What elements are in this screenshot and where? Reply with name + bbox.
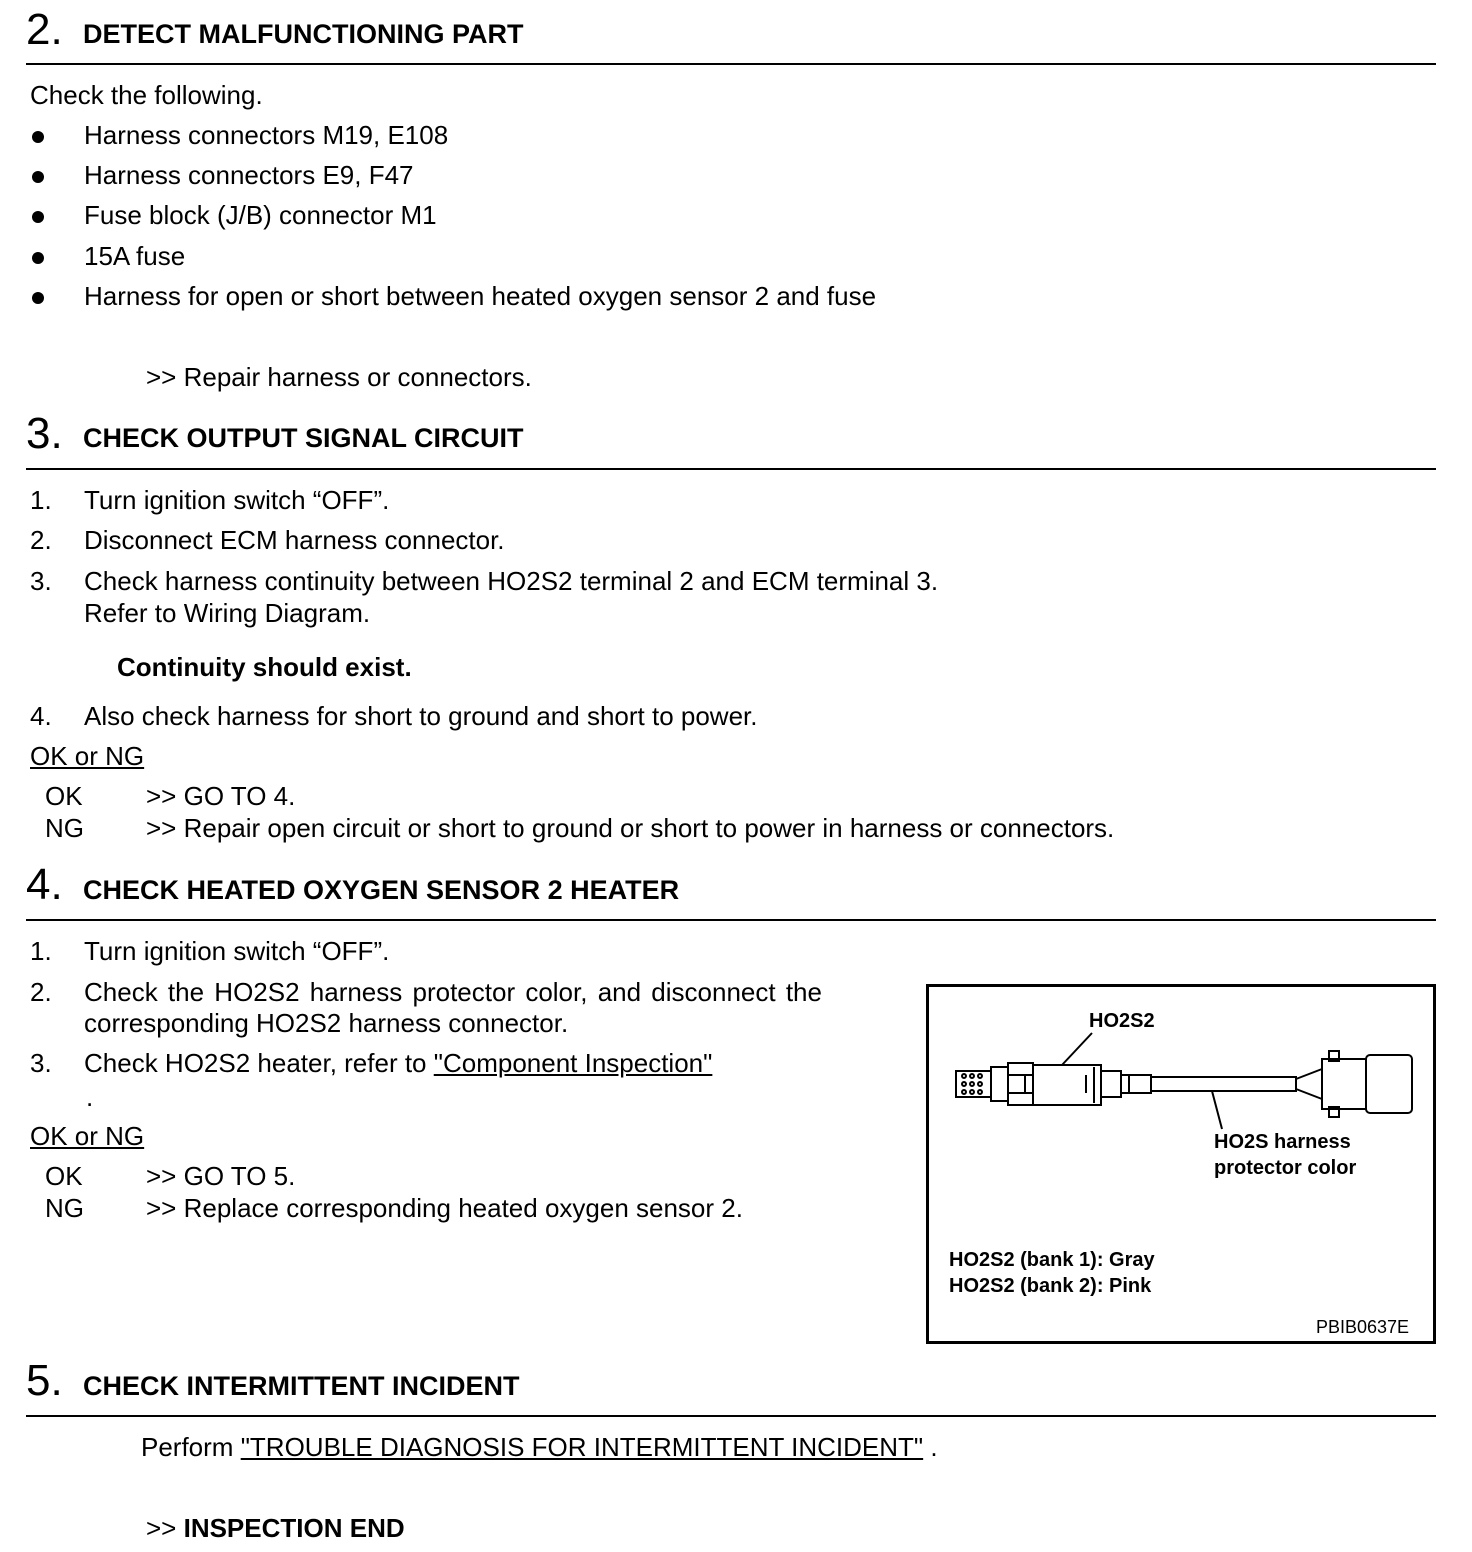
- item-number: 2.: [30, 525, 52, 555]
- bullet-icon: [32, 252, 44, 264]
- list-item: Check harness continuity between HO2S2 terminal 2 and ECM terminal 3.: [84, 566, 939, 596]
- list-item: Turn ignition switch “OFF”.: [84, 936, 390, 966]
- ok-result: >> GO TO 5.: [146, 1161, 296, 1191]
- list-item: [84, 1048, 712, 1078]
- ng-result: >> Repair open circuit or short to ground or short to power in harness or connectors.: [146, 813, 1115, 843]
- step-number: 3.: [26, 409, 63, 458]
- result-text: >> Repair harness or connectors.: [146, 362, 532, 392]
- step-number: 5.: [26, 1356, 63, 1405]
- inspection-end: [146, 1513, 405, 1543]
- ok-ng-heading: OK or NG: [30, 1121, 145, 1151]
- inspection-end-label: INSPECTION END: [183, 1513, 405, 1543]
- intermittent-incident-link[interactable]: "TROUBLE DIAGNOSIS FOR INTERMITTENT INCIDENT": [240, 1432, 924, 1462]
- ng-label: NG: [45, 1193, 84, 1223]
- step-title: CHECK OUTPUT SIGNAL CIRCUIT: [83, 423, 524, 453]
- period: .: [923, 1432, 938, 1462]
- step-number: 2.: [26, 5, 63, 54]
- item-number: 4.: [30, 701, 52, 731]
- figure-code: PBIB0637E: [1316, 1317, 1410, 1337]
- bullet-icon: [32, 171, 44, 183]
- list-item: Turn ignition switch “OFF”.: [84, 485, 390, 515]
- divider: [26, 468, 1436, 470]
- ng-result: >> Replace corresponding heated oxygen sensor 2.: [146, 1193, 743, 1223]
- item-number: 1.: [30, 485, 52, 515]
- harness-label: HO2S harness: [1214, 1131, 1351, 1153]
- list-item: Fuse block (J/B) connector M1: [84, 200, 437, 230]
- list-item: Harness connectors M19, E108: [84, 120, 449, 150]
- list-item: 15A fuse: [84, 241, 186, 271]
- bullet-icon: [32, 131, 44, 143]
- list-item-text: Check HO2S2 heater, refer to: [84, 1048, 434, 1078]
- sensor-label: HO2S2: [1089, 1010, 1155, 1032]
- ok-label: OK: [45, 1161, 83, 1191]
- divider: [26, 1415, 1436, 1417]
- result-prefix: >>: [146, 1513, 184, 1543]
- perform-text: [141, 1432, 938, 1462]
- step-title: DETECT MALFUNCTIONING PART: [83, 19, 524, 49]
- sensor-figure: [926, 984, 1436, 1344]
- ok-result: >> GO TO 4.: [146, 781, 296, 811]
- item-number: 2.: [30, 977, 52, 1007]
- divider: [26, 919, 1436, 921]
- component-inspection-link[interactable]: "Component Inspection": [433, 1048, 713, 1078]
- bank2-color: HO2S2 (bank 2): Pink: [949, 1275, 1152, 1297]
- list-item-continuation: .: [86, 1082, 94, 1112]
- list-item: Also check harness for short to ground and short to power.: [84, 701, 758, 731]
- perform-label: Perform: [141, 1432, 241, 1462]
- list-item: Harness connectors E9, F47: [84, 160, 414, 190]
- item-number: 3.: [30, 1048, 52, 1078]
- bullet-icon: [32, 292, 44, 304]
- list-item: Harness for open or short between heated oxygen sensor 2 and fuse: [84, 281, 877, 311]
- step-number: 4.: [26, 860, 63, 909]
- step-title: CHECK HEATED OXYGEN SENSOR 2 HEATER: [83, 875, 680, 905]
- bullet-icon: [32, 211, 44, 223]
- step-title: CHECK INTERMITTENT INCIDENT: [83, 1371, 520, 1401]
- ng-label: NG: [45, 813, 84, 843]
- list-item: Disconnect ECM harness connector.: [84, 525, 505, 555]
- list-item: Check the HO2S2 harness protector color, and disconnect the: [84, 977, 822, 1007]
- list-item-continuation: Refer to Wiring Diagram.: [84, 598, 371, 628]
- ok-ng-heading: OK or NG: [30, 741, 145, 771]
- ok-label: OK: [45, 781, 83, 811]
- intro-text: Check the following.: [30, 80, 263, 110]
- spec-text: Continuity should exist.: [117, 652, 412, 682]
- list-item-continuation: corresponding HO2S2 harness connector.: [84, 1008, 569, 1038]
- item-number: 1.: [30, 936, 52, 966]
- bank1-color: HO2S2 (bank 1): Gray: [949, 1249, 1155, 1271]
- harness-label: protector color: [1214, 1157, 1357, 1179]
- divider: [26, 63, 1436, 65]
- item-number: 3.: [30, 566, 52, 596]
